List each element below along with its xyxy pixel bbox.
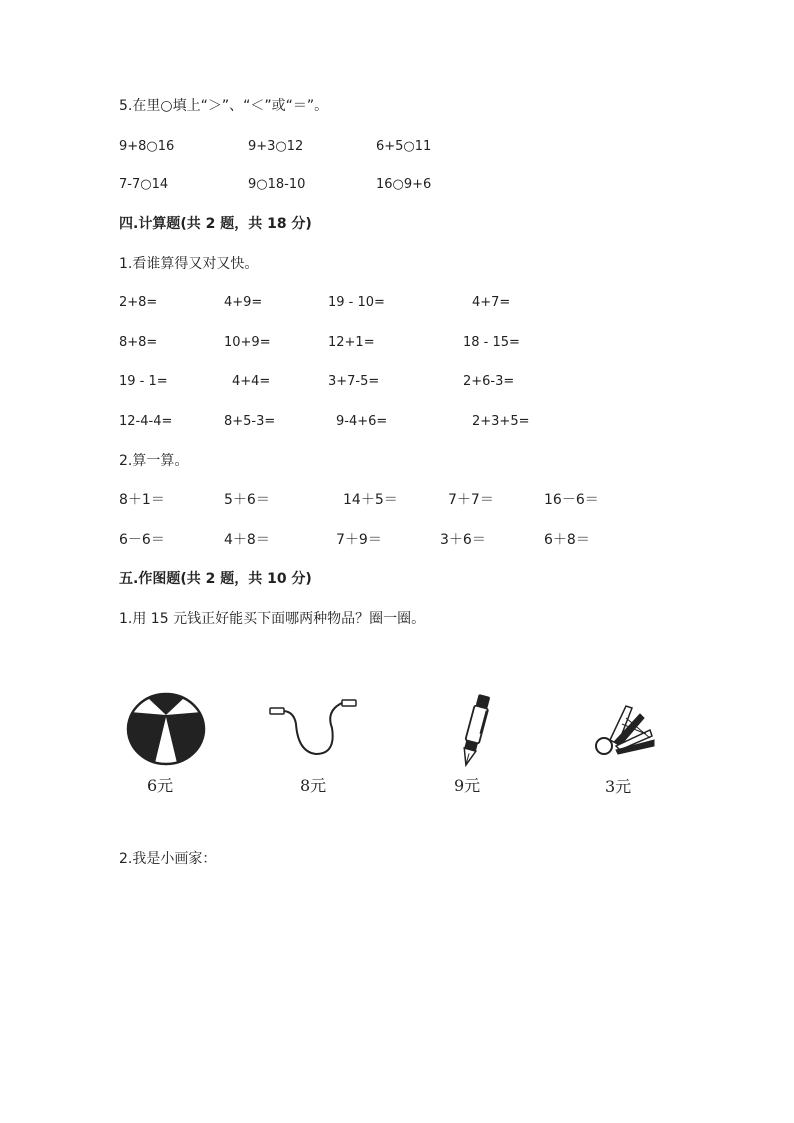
jump-rope-icon: [266, 694, 362, 764]
calc-item: 3+7-5=: [328, 374, 380, 389]
compare-item: 9+3○12: [248, 139, 304, 154]
calc-item: 2+6-3=: [463, 374, 515, 389]
price-label: 9元: [454, 776, 481, 795]
calc-item: 8＋1＝: [119, 492, 165, 508]
calc-item: 4+4=: [232, 374, 271, 389]
calc-item: 5＋6＝: [224, 492, 270, 508]
calc-item: 2+8=: [119, 295, 158, 310]
calc-item: 8+5-3=: [224, 414, 276, 429]
calc-item: 8+8=: [119, 335, 158, 350]
calc-item: 4+9=: [224, 295, 263, 310]
calc-item: 14＋5＝: [343, 492, 398, 508]
beach-ball-icon: [126, 690, 206, 766]
calc-item: 3＋6＝: [440, 532, 486, 548]
compare-item: 9+8○16: [119, 139, 175, 154]
calc-item: 19 - 10=: [328, 295, 385, 310]
calc-item: 4+7=: [472, 295, 511, 310]
calc-item: 2+3+5=: [472, 414, 530, 429]
q1-title: 1.看谁算得又对又快。: [119, 256, 259, 272]
calc-item: 7＋7＝: [448, 492, 494, 508]
calc-item: 18 - 15=: [463, 335, 520, 350]
compare-question: 5.在里○填上“＞”、“＜”或“＝”。: [119, 98, 329, 114]
calc-item: 4＋8＝: [224, 532, 270, 548]
section-five-heading: 五.作图题(共 2 题，共 10 分): [119, 571, 312, 587]
shuttlecock-icon: [592, 700, 662, 760]
price-label: 8元: [300, 776, 327, 795]
price-label: 6元: [147, 776, 174, 795]
calc-item: 19 - 1=: [119, 374, 168, 389]
compare-item: 6+5○11: [376, 139, 432, 154]
calc-item: 12+1=: [328, 335, 375, 350]
calc-item: 9-4+6=: [336, 414, 388, 429]
calc-item: 16－6＝: [544, 492, 599, 508]
compare-item: 9○18-10: [248, 177, 306, 192]
calc-item: 7＋9＝: [336, 532, 382, 548]
pen-icon: [454, 692, 494, 770]
compare-item: 7-7○14: [119, 177, 169, 192]
calc-item: 6－6＝: [119, 532, 165, 548]
calc-item: 10+9=: [224, 335, 271, 350]
calc-item: 12-4-4=: [119, 414, 173, 429]
q2-title: 2.算一算。: [119, 453, 189, 469]
price-label: 3元: [605, 777, 632, 796]
q2-title-drawing: 2.我是小画家：: [119, 851, 217, 867]
section-four-heading: 四.计算题(共 2 题，共 18 分): [119, 216, 312, 232]
compare-item: 16○9+6: [376, 177, 432, 192]
q1-title-shopping: 1.用 15 元钱正好能买下面哪两种物品？圈一圈。: [119, 611, 426, 627]
calc-item: 6＋8＝: [544, 532, 590, 548]
